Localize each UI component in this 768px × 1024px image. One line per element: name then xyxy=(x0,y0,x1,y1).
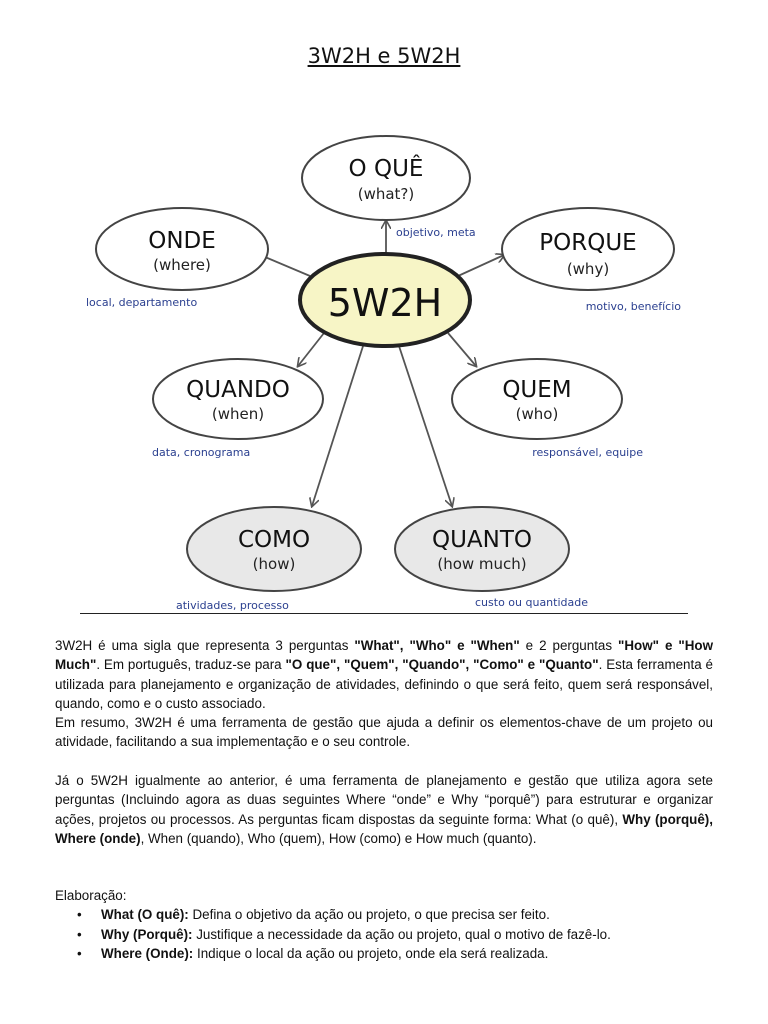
node-quando-title: QUANDO xyxy=(186,377,290,403)
bullet-text: Indique o local da ação ou projeto, onde ela será realizada. xyxy=(193,946,549,961)
elaboracao-list xyxy=(55,905,713,964)
arrow-quem xyxy=(448,333,476,366)
paragraph-3w2h-summary: Em resumo, 3W2H é uma ferramenta de gestão que ajuda a definir os elementos-chave de um projeto ou atividade, facilitando a sua implementação e o seu controle. xyxy=(55,715,713,750)
bullet-dot-icon: • xyxy=(77,907,82,922)
node-como-subtitle: (how) xyxy=(252,555,296,573)
paragraph-3w2h-definition xyxy=(55,636,713,713)
arrow-porque xyxy=(458,255,504,276)
text-span: . Em português, traduz-se para xyxy=(96,657,286,673)
node-onde-subtitle: (where) xyxy=(153,256,211,274)
text-span: . Esta ferramenta é utilizada para planejamento e organização de atividades, definindo o que será feito, quem será responsável, quando, como e o custo associado. xyxy=(55,657,714,711)
body-text-block-1 xyxy=(55,636,713,752)
node-oque-caption: objetivo, meta xyxy=(396,226,476,239)
arrow-quanto xyxy=(398,343,452,506)
bullet-text: Justifique a necessidade da ação ou projeto, qual o motivo de fazê-lo. xyxy=(192,926,611,942)
bold-span: "What", "Who" e "When" xyxy=(354,638,520,653)
diagram-svg xyxy=(80,88,688,613)
node-porque-title: PORQUE xyxy=(539,230,637,256)
text-span: , When (quando), Who (quem), How (como) e How much (quanto). xyxy=(140,830,537,846)
center-label: 5W2H xyxy=(327,281,443,325)
bullet-term: What (O quê): xyxy=(101,907,189,922)
node-quando-caption: data, cronograma xyxy=(152,446,251,459)
node-oque-title: O QUÊ xyxy=(348,156,424,182)
node-quanto-subtitle: (how much) xyxy=(437,555,527,573)
paragraph-5w2h-definition xyxy=(55,771,713,848)
node-onde-caption: local, departamento xyxy=(86,296,198,309)
arrow-quando xyxy=(298,333,324,366)
text-span: e 2 perguntas xyxy=(519,638,619,653)
bullet-term: Why (Porquê): xyxy=(101,926,193,942)
text-span: 3W2H é uma sigla que representa 3 perguntas xyxy=(55,638,355,653)
node-quando-subtitle: (when) xyxy=(211,405,265,423)
node-porque-caption: motivo, benefício xyxy=(585,300,681,313)
list-item xyxy=(55,944,713,964)
bullet-term: Where (Onde): xyxy=(101,946,194,961)
bold-span: "How" e "How Much" xyxy=(55,638,713,673)
5w2h-diagram xyxy=(80,88,688,613)
elaboracao-heading: Elaboração: xyxy=(55,888,127,903)
node-quem-subtitle: (who) xyxy=(515,405,559,423)
node-quanto-caption: custo ou quantidade xyxy=(475,596,588,609)
bullet-dot-icon: • xyxy=(77,926,82,942)
arrow-como xyxy=(312,343,364,506)
node-quanto-title: QUANTO xyxy=(431,527,533,553)
node-como-title: COMO xyxy=(237,527,311,553)
node-quem-caption: responsável, equipe xyxy=(532,446,643,459)
node-como-caption: atividades, processo xyxy=(176,599,289,612)
node-quem-title: QUEM xyxy=(502,377,572,403)
figure-divider xyxy=(80,613,688,614)
text-span: Já o 5W2H igualmente ao anterior, é uma ferramenta de planejamento e gestão que utiliza agora sete perguntas (Incluindo agora as duas seguintes Where “onde” e Why “porquê”) para estruturar e organizar ações, projetos ou processos. As perguntas ficam dispostas da seguinte forma: What (o quê), xyxy=(55,773,713,827)
bold-span: "O que", "Quem", "Quando", "Como" e "Quanto" xyxy=(285,657,599,673)
list-item xyxy=(55,905,713,925)
node-onde-title: ONDE xyxy=(148,228,216,254)
bullet-text: Defina o objetivo da ação ou projeto, o que precisa ser feito. xyxy=(188,907,550,922)
bullet-dot-icon: • xyxy=(77,946,82,961)
page-title: 3W2H e 5W2H xyxy=(307,44,461,68)
bold-span: Why (porquê), Where (onde) xyxy=(55,811,713,846)
body-text-block-2 xyxy=(55,771,713,848)
node-oque-subtitle: (what?) xyxy=(357,185,415,203)
list-item xyxy=(55,925,713,945)
node-porque-subtitle: (why) xyxy=(566,260,610,278)
